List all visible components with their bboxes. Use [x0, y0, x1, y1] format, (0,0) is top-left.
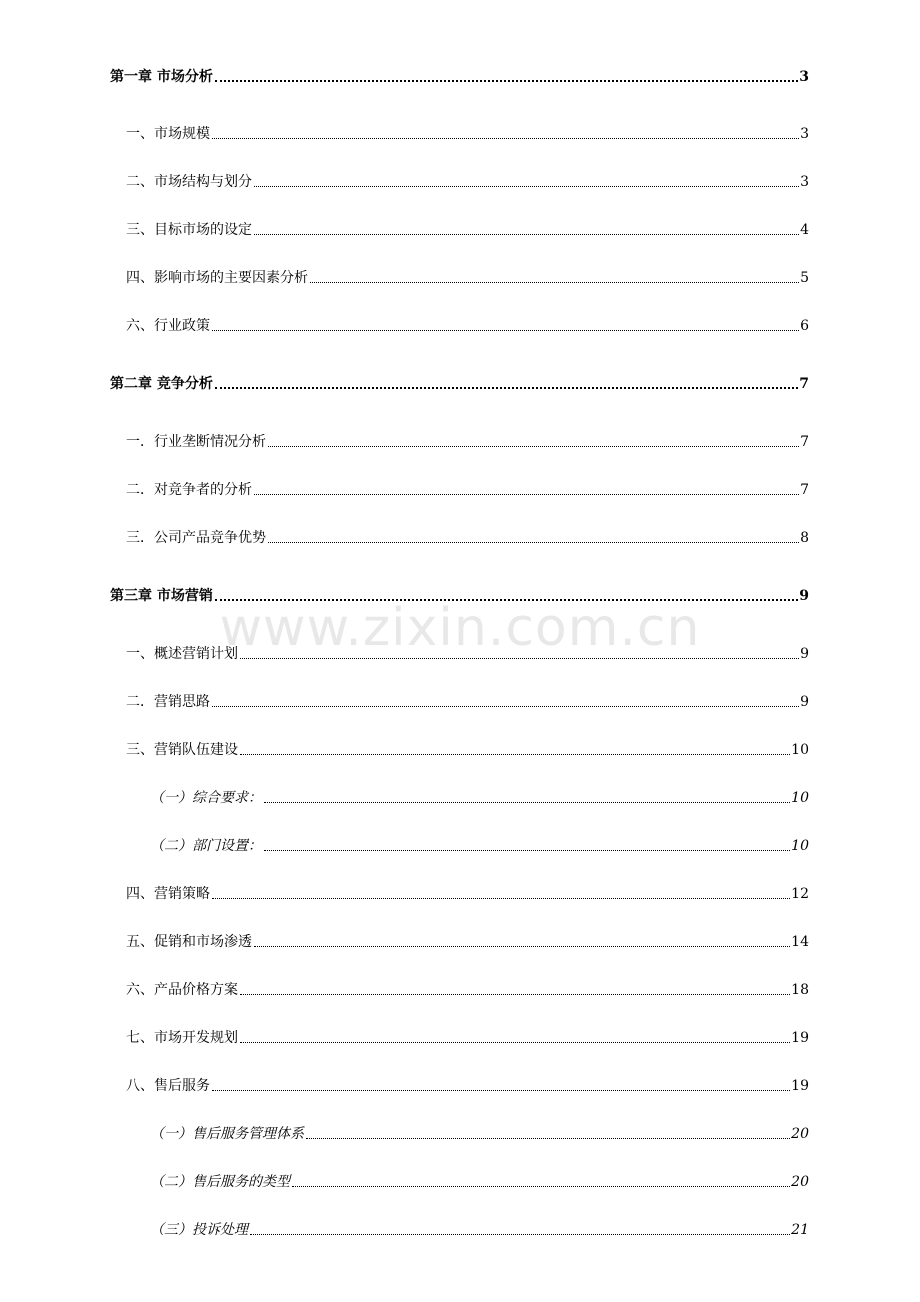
toc-chapter-entry[interactable] — [110, 371, 809, 393]
toc-entry-label: 第一章 市场分析 — [110, 69, 213, 85]
toc-page-number: 4 — [800, 222, 809, 238]
toc-page-number: 7 — [800, 482, 809, 498]
toc-page-number: 10 — [791, 790, 809, 806]
toc-entry[interactable] — [126, 737, 809, 759]
toc-entry[interactable] — [126, 121, 809, 143]
dot-leader — [215, 598, 798, 601]
dot-leader — [254, 185, 799, 187]
toc-entry-label: 六、产品价格方案 — [126, 982, 238, 998]
dot-leader — [212, 329, 799, 331]
toc-page-number: 12 — [791, 886, 809, 902]
toc-entry-label: （二）部门设置： — [150, 838, 262, 854]
toc-page-number: 3 — [800, 174, 809, 190]
toc-entry-label: 一、概述营销计划 — [126, 646, 238, 662]
toc-entry[interactable] — [126, 689, 809, 711]
dot-leader — [254, 945, 790, 947]
toc-page-number: 19 — [791, 1030, 809, 1046]
dot-leader — [254, 233, 799, 235]
toc-entry-label: 二、市场结构与划分 — [126, 174, 252, 190]
toc-entry[interactable] — [126, 881, 809, 903]
toc-page-number: 9 — [799, 588, 809, 604]
toc-page-number: 20 — [791, 1174, 809, 1190]
toc-chapter-entry[interactable] — [110, 583, 809, 605]
toc-entry-label: 一．行业垄断情况分析 — [126, 434, 266, 450]
toc-entry[interactable] — [126, 265, 809, 287]
toc-entry[interactable] — [126, 477, 809, 499]
toc-entry[interactable] — [150, 1217, 809, 1239]
dot-leader — [254, 493, 799, 495]
toc-entry-label: （二）售后服务的类型 — [150, 1174, 290, 1190]
toc-page-number: 14 — [791, 934, 809, 950]
toc-entry-label: 三．公司产品竞争优势 — [126, 530, 266, 546]
toc-entry-label: 第三章 市场营销 — [110, 588, 213, 604]
toc-entry-label: （一）售后服务管理体系 — [150, 1126, 304, 1142]
toc-entry-label: 第二章 竞争分析 — [110, 376, 213, 392]
toc-page-number: 7 — [800, 434, 809, 450]
dot-leader — [268, 541, 799, 543]
toc-page-number: 7 — [799, 376, 809, 392]
toc-page-number: 3 — [799, 69, 809, 85]
toc-entry-label: 七、市场开发规划 — [126, 1030, 238, 1046]
toc-page-number: 18 — [791, 982, 809, 998]
dot-leader — [268, 445, 799, 447]
toc-page-number: 20 — [791, 1126, 809, 1142]
dot-leader — [215, 79, 798, 82]
toc-page-number: 21 — [791, 1222, 809, 1238]
toc-entry-label: 一、市场规模 — [126, 126, 210, 142]
watermark: www.zixin.com.cn — [219, 598, 701, 658]
toc-entry-label: 八、售后服务 — [126, 1078, 210, 1094]
toc-entry[interactable] — [126, 313, 809, 335]
dot-leader — [250, 1233, 790, 1235]
toc-entry-label: 五、促销和市场渗透 — [126, 934, 252, 950]
toc-entry-label: （三）投诉处理 — [150, 1222, 248, 1238]
toc-entry[interactable] — [126, 429, 809, 451]
toc-page-number: 5 — [800, 270, 809, 286]
dot-leader — [310, 281, 799, 283]
dot-leader — [240, 993, 790, 995]
toc-entry[interactable] — [126, 1025, 809, 1047]
dot-leader — [240, 753, 790, 755]
dot-leader — [292, 1185, 790, 1187]
toc-entry-label: （一）综合要求： — [150, 790, 262, 806]
toc-entry[interactable] — [126, 929, 809, 951]
toc-page-number: 19 — [791, 1078, 809, 1094]
toc-entry[interactable] — [150, 1169, 809, 1191]
toc-chapter-entry[interactable] — [110, 64, 809, 86]
toc-entry-label: 三、营销队伍建设 — [126, 742, 238, 758]
toc-entry-label: 四、营销策略 — [126, 886, 210, 902]
dot-leader — [264, 801, 790, 803]
dot-leader — [306, 1137, 790, 1139]
dot-leader — [240, 1041, 790, 1043]
toc-entry[interactable] — [126, 169, 809, 191]
toc-entry-label: 四、影响市场的主要因素分析 — [126, 270, 308, 286]
toc-entry-label: 二．对竞争者的分析 — [126, 482, 252, 498]
toc-page-number: 10 — [791, 838, 809, 854]
dot-leader — [264, 849, 790, 851]
toc-entry[interactable] — [150, 833, 809, 855]
toc-entry-label: 六、行业政策 — [126, 318, 210, 334]
toc-entry-label: 三、目标市场的设定 — [126, 222, 252, 238]
toc-entry[interactable] — [150, 1121, 809, 1143]
toc-page-number: 10 — [791, 742, 809, 758]
toc-page-number: 9 — [800, 646, 809, 662]
toc-page-number: 8 — [800, 530, 809, 546]
dot-leader — [212, 897, 790, 899]
dot-leader — [212, 1089, 790, 1091]
toc-entry[interactable] — [126, 217, 809, 239]
toc-entry[interactable] — [150, 785, 809, 807]
dot-leader — [240, 657, 799, 659]
dot-leader — [212, 137, 799, 139]
toc-entry[interactable] — [126, 525, 809, 547]
toc-entry[interactable] — [126, 1073, 809, 1095]
toc-page-number: 6 — [800, 318, 809, 334]
toc-entry[interactable] — [126, 977, 809, 999]
toc-page-number: 9 — [800, 694, 809, 710]
dot-leader — [212, 705, 799, 707]
dot-leader — [215, 386, 798, 389]
toc-page-number: 3 — [800, 126, 809, 142]
toc-entry[interactable] — [126, 641, 809, 663]
toc-entry-label: 二．营销思路 — [126, 694, 210, 710]
